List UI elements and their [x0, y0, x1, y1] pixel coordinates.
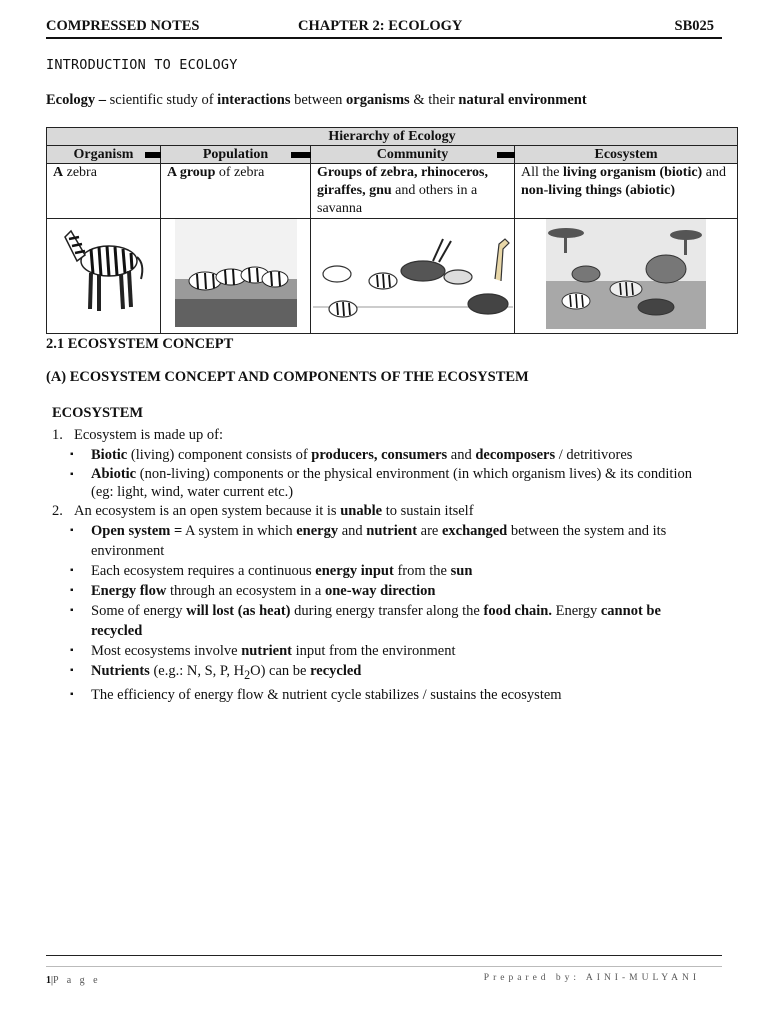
- desc-bold: A: [53, 165, 64, 180]
- level-ecosystem: [515, 146, 738, 164]
- hierarchy-title: Hierarchy of Ecology: [47, 128, 738, 146]
- bullet-icon: ▪: [70, 469, 74, 480]
- item-number: 1.: [52, 427, 63, 443]
- footer-divider: [46, 955, 722, 956]
- level-population: [161, 146, 311, 164]
- zebra-herd-image: [175, 219, 297, 327]
- bullet-energy-lost: [70, 601, 712, 641]
- header-right: SB025: [674, 18, 714, 34]
- section-heading-2-1: 2.1 ECOSYSTEM CONCEPT: [46, 336, 234, 352]
- community-desc: [311, 164, 515, 219]
- bullet-abiotic: [70, 465, 712, 501]
- savanna-community-image: [313, 219, 513, 329]
- level-organism: [47, 146, 161, 164]
- bullet-text: Abiotic (non-living) components or the physical environment (in which organism lives) & its condition (eg: light, wind, water current etc.): [91, 466, 692, 500]
- definition-text: between: [290, 92, 347, 108]
- desc-text: and: [702, 165, 726, 180]
- bullet-text: Nutrients (e.g.: N, S, P, $H_2O$) can be recycled: [91, 663, 362, 682]
- page-number-value: 1: [46, 975, 51, 986]
- definition-bold: natural environment: [458, 92, 587, 108]
- level-community: [311, 146, 515, 164]
- prepared-by: Prepared by: AINI-MULYANI: [483, 973, 700, 983]
- page-word: P a g e: [53, 975, 101, 986]
- level-label: Community: [376, 147, 449, 162]
- numbered-item-1: [52, 425, 712, 445]
- ecosystem-image-cell: [515, 219, 738, 334]
- definition-bold: interactions: [217, 92, 291, 108]
- bullet-icon: ▪: [70, 585, 74, 596]
- desc-text: All the: [521, 165, 563, 180]
- item-text: An ecosystem is an open system because it is unable to sustain itself: [74, 503, 474, 519]
- bullet-text: Energy flow through an ecosystem in a one-way direction: [91, 583, 436, 599]
- bullet-nutrients-recycled: [70, 661, 712, 685]
- level-label: Ecosystem: [594, 147, 658, 162]
- definition-term: Ecology –: [46, 92, 107, 108]
- bullet-energy-flow: [70, 581, 712, 601]
- organism-desc: [47, 164, 161, 219]
- item-number: 2.: [52, 503, 63, 519]
- page-number: 1|P a g e: [46, 975, 101, 986]
- header-left: COMPRESSED NOTES: [46, 18, 200, 34]
- bullet-text: Biotic (living) component consists of producers, consumers and decomposers / detritivores: [91, 447, 633, 463]
- level-label: Population: [202, 147, 269, 162]
- bullet-efficiency: [70, 685, 712, 705]
- organism-image-cell: [47, 219, 161, 334]
- item-text: Ecosystem is made up of:: [74, 427, 224, 443]
- bullet-text: Open system = A system in which energy and nutrient are exchanged between the system and its environment: [91, 523, 667, 559]
- bullet-text: Some of energy will lost (as heat) during energy transfer along the food chain. Energy cannot be recycled: [91, 603, 661, 639]
- community-image-cell: [311, 219, 515, 334]
- intro-title: INTRODUCTION TO ECOLOGY: [46, 57, 238, 73]
- desc-text: zebra: [63, 165, 97, 180]
- section-heading-a: (A) ECOSYSTEM CONCEPT AND COMPONENTS OF THE ECOSYSTEM: [46, 369, 529, 385]
- footer-divider-light: [46, 966, 722, 967]
- desc-text: of zebra: [215, 165, 265, 180]
- bullet-icon: ▪: [70, 525, 74, 536]
- population-desc: [161, 164, 311, 219]
- hierarchy-table: [46, 127, 738, 334]
- bullet-nutrient-input: [70, 641, 712, 661]
- ecosystem-desc: [515, 164, 738, 219]
- bullet-icon: ▪: [70, 665, 74, 676]
- bullet-icon: ▪: [70, 449, 74, 460]
- population-image-cell: [161, 219, 311, 334]
- desc-bold: living organism (biotic): [563, 165, 703, 180]
- bullet-icon: ▪: [70, 565, 74, 576]
- zebra-image: [59, 219, 149, 319]
- definition-text: & their: [409, 92, 459, 108]
- page-header: [46, 17, 722, 39]
- bullet-energy-input: [70, 561, 712, 581]
- bullet-icon: ▪: [70, 688, 74, 700]
- desc-bold: Groups of zebra, rhinoceros, giraffes, gnu: [317, 165, 488, 198]
- bullet-icon: ▪: [70, 605, 74, 616]
- bullet-text: Most ecosystems involve nutrient input from the environment: [91, 643, 456, 659]
- bullet-text: Each ecosystem requires a continuous energy input from the sun: [91, 563, 473, 579]
- section-heading-ecosystem: ECOSYSTEM: [52, 405, 144, 421]
- level-label: Organism: [73, 147, 134, 162]
- definition-text: scientific study of: [106, 92, 218, 108]
- desc-bold: A group: [167, 165, 216, 180]
- definition-bold: organisms: [346, 92, 410, 108]
- bullet-icon: ▪: [70, 645, 74, 656]
- ecosystem-image: [546, 219, 706, 329]
- desc-bold: non-living things (abiotic): [521, 183, 676, 198]
- ecology-definition: [46, 92, 587, 109]
- header-center: CHAPTER 2: ECOLOGY: [298, 18, 463, 34]
- bullet-biotic: [70, 445, 712, 465]
- bullet-open-system: [70, 521, 712, 561]
- ecosystem-notes: [52, 425, 712, 705]
- bullet-text: The efficiency of energy flow & nutrient cycle stabilizes / sustains the ecosystem: [91, 686, 562, 703]
- numbered-item-2: [52, 501, 712, 521]
- desc-text: and others in a savanna: [317, 183, 478, 216]
